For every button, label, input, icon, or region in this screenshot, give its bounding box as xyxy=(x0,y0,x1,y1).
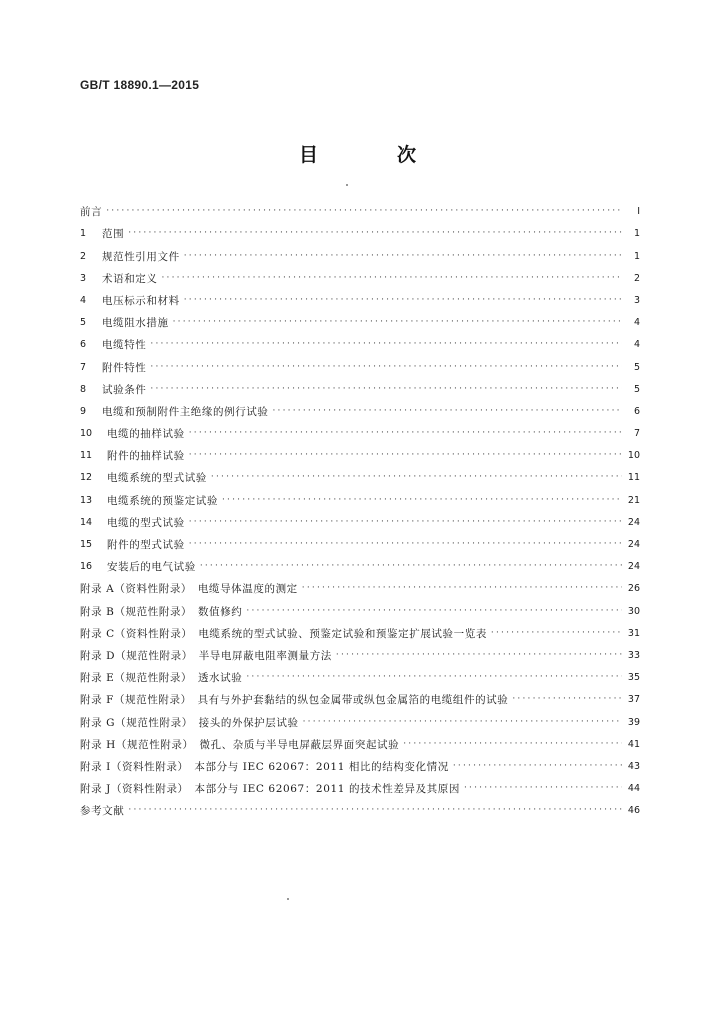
leader-dots xyxy=(189,537,622,551)
toc-entry-bibliography[interactable] xyxy=(80,796,640,818)
toc-entry-title: 附录 H（规范性附录） 微孔、杂质与半导电屏蔽层界面突起试验 xyxy=(80,738,400,751)
toc-entry-page: 3 xyxy=(633,294,640,306)
leader-dots xyxy=(189,426,622,440)
toc-entry-9[interactable] xyxy=(80,397,640,419)
toc-entry-page: 4 xyxy=(633,339,640,351)
toc-entry-number: 9 xyxy=(80,405,87,417)
toc-entry-page: 24 xyxy=(627,539,640,550)
toc-entry-title: 附录 C（资料性附录） 电缆系统的型式试验、预鉴定试验和预鉴定扩展试验一览表 xyxy=(80,627,487,640)
toc-entry-annex-a[interactable] xyxy=(80,574,640,596)
toc-entry-title: 电缆系统的型式试验 xyxy=(107,472,207,485)
toc-entry-2[interactable] xyxy=(80,241,640,263)
toc-entry-number: 11 xyxy=(80,450,93,462)
toc-entry-title: 试验条件 xyxy=(102,383,147,396)
leader-dots xyxy=(246,604,622,618)
toc-entry-4[interactable] xyxy=(80,286,640,308)
toc-entry-title: 术语和定义 xyxy=(102,272,158,285)
toc-entry-annex-j[interactable] xyxy=(80,774,640,796)
toc-entry-1[interactable] xyxy=(80,219,640,241)
toc-entry-page: 31 xyxy=(627,627,640,639)
toc-entry-number: 7 xyxy=(80,361,87,373)
toc-entry-page: 24 xyxy=(627,516,640,528)
leader-dots xyxy=(273,404,623,418)
toc-entry-annex-f[interactable] xyxy=(80,685,640,707)
toc-entry-title: 附录 I（资料性附录） 本部分与 IEC 62067：2011 相比的结构变化情况 xyxy=(80,760,449,773)
toc-entry-12[interactable] xyxy=(80,463,640,485)
toc-entry-title: 电压标示和材料 xyxy=(102,294,180,307)
toc-entry-title: 电缆的型式试验 xyxy=(107,516,185,529)
toc-entry-title: 前言 xyxy=(80,206,103,219)
toc-entry-title: 附录 D（规范性附录） 半导电屏蔽电阻率测量方法 xyxy=(80,649,332,662)
toc-entry-number: 4 xyxy=(80,294,87,306)
toc-entry-title: 附录 E（规范性附录） 透水试验 xyxy=(80,672,243,685)
leader-dots xyxy=(512,692,622,706)
toc-entry-title: 范围 xyxy=(102,228,125,241)
toc-entry-foreword[interactable] xyxy=(80,197,640,219)
toc-entry-page: 46 xyxy=(627,805,640,817)
toc-entry-page: 37 xyxy=(627,694,640,706)
toc-entry-page: 5 xyxy=(633,383,640,395)
toc-entry-6[interactable] xyxy=(80,330,640,352)
toc-entry-title: 附录 G（规范性附录） 接头的外保护层试验 xyxy=(80,716,299,729)
table-of-contents xyxy=(80,197,640,818)
toc-entry-14[interactable] xyxy=(80,508,640,530)
toc-entry-page: 5 xyxy=(633,361,640,373)
toc-entry-page: 11 xyxy=(627,472,640,484)
leader-dots xyxy=(222,493,622,507)
toc-entry-page: 33 xyxy=(627,649,640,661)
toc-entry-annex-b[interactable] xyxy=(80,596,640,618)
toc-entry-number: 14 xyxy=(80,516,93,528)
toc-entry-title: 电缆阻水措施 xyxy=(102,317,169,330)
toc-entry-page: 7 xyxy=(633,428,640,440)
toc-entry-number: 2 xyxy=(80,250,87,262)
toc-entry-page: 4 xyxy=(633,317,640,329)
leader-dots xyxy=(106,204,622,218)
toc-entry-title: 安装后的电气试验 xyxy=(107,561,196,574)
toc-entry-13[interactable] xyxy=(80,485,640,507)
leader-dots xyxy=(246,670,622,684)
leader-dots xyxy=(453,759,622,773)
toc-entry-3[interactable] xyxy=(80,264,640,286)
toc-entry-title: 电缆的抽样试验 xyxy=(107,428,185,441)
toc-entry-title: 参考文献 xyxy=(80,805,125,818)
toc-entry-page: 1 xyxy=(633,250,640,262)
toc-entry-page: 10 xyxy=(627,450,640,462)
toc-entry-page: 1 xyxy=(633,228,640,240)
toc-entry-title: 附件的型式试验 xyxy=(107,539,185,551)
toc-entry-annex-i[interactable] xyxy=(80,752,640,774)
leader-dots xyxy=(150,382,622,396)
toc-entry-title: 附件的抽样试验 xyxy=(107,450,185,463)
leader-dots xyxy=(184,293,622,307)
toc-entry-page: 26 xyxy=(627,583,640,595)
leader-dots xyxy=(189,515,622,529)
toc-entry-annex-d[interactable] xyxy=(80,641,640,663)
toc-entry-title: 附录 F（规范性附录） 具有与外护套黏结的纵包金属带或纵包金属箔的电缆组件的试验 xyxy=(80,694,509,707)
toc-entry-annex-e[interactable] xyxy=(80,663,640,685)
toc-entry-page: 24 xyxy=(627,561,640,573)
leader-dots xyxy=(173,315,622,329)
leader-dots xyxy=(491,626,622,640)
leader-dots xyxy=(128,226,622,240)
toc-entry-number: 16 xyxy=(80,561,93,573)
toc-entry-page: 6 xyxy=(633,405,640,417)
toc-entry-title: 附录 A（资料性附录） 电缆导体温度的测定 xyxy=(80,583,298,596)
scan-speck xyxy=(346,184,348,186)
toc-entry-number: 8 xyxy=(80,383,87,395)
toc-entry-number: 3 xyxy=(80,272,87,284)
toc-entry-title: 附录 J（资料性附录） 本部分与 IEC 62067：2011 的技术性差异及其原因 xyxy=(80,783,460,796)
toc-entry-number: 12 xyxy=(80,472,93,484)
toc-entry-11[interactable] xyxy=(80,441,640,463)
toc-entry-number: 15 xyxy=(80,539,93,550)
toc-entry-annex-c[interactable] xyxy=(80,619,640,641)
toc-entry-title: 电缆系统的预鉴定试验 xyxy=(107,494,218,507)
leader-dots xyxy=(464,781,622,795)
toc-entry-page: Ⅰ xyxy=(637,206,640,218)
toc-entry-number: 1 xyxy=(80,228,87,240)
leader-dots xyxy=(128,803,622,817)
leader-dots xyxy=(211,470,622,484)
toc-entry-8[interactable] xyxy=(80,375,640,397)
leader-dots xyxy=(200,559,622,573)
toc-entry-page: 39 xyxy=(627,716,640,728)
toc-entry-number: 5 xyxy=(80,317,87,329)
toc-entry-page: 35 xyxy=(627,672,640,684)
leader-dots xyxy=(403,737,622,751)
toc-entry-15[interactable] xyxy=(80,530,640,552)
page-title: 目 次 xyxy=(298,144,446,166)
leader-dots xyxy=(302,581,622,595)
toc-entry-page: 44 xyxy=(627,783,640,795)
toc-entry-page: 43 xyxy=(627,760,640,772)
toc-entry-page: 21 xyxy=(627,494,640,506)
toc-entry-annex-h[interactable] xyxy=(80,730,640,752)
toc-entry-number: 13 xyxy=(80,494,93,506)
toc-entry-title: 附件特性 xyxy=(102,361,147,374)
toc-entry-page: 41 xyxy=(627,738,640,750)
toc-entry-title: 电缆和预制附件主绝缘的例行试验 xyxy=(102,405,269,418)
toc-entry-annex-g[interactable] xyxy=(80,707,640,729)
standard-number: GB/T 18890.1—2015 xyxy=(80,78,200,92)
toc-entry-title: 附录 B（规范性附录） 数值修约 xyxy=(80,605,243,618)
toc-entry-5[interactable] xyxy=(80,308,640,330)
leader-dots xyxy=(150,360,622,374)
toc-entry-number: 6 xyxy=(80,339,87,351)
leader-dots xyxy=(336,648,622,662)
toc-entry-7[interactable] xyxy=(80,352,640,374)
scan-speck xyxy=(287,898,289,900)
toc-entry-title: 规范性引用文件 xyxy=(102,250,180,263)
toc-entry-title: 电缆特性 xyxy=(102,339,147,352)
toc-entry-10[interactable] xyxy=(80,419,640,441)
toc-entry-page: 30 xyxy=(627,605,640,617)
toc-entry-16[interactable] xyxy=(80,552,640,574)
leader-dots xyxy=(303,715,622,729)
toc-entry-number: 10 xyxy=(80,428,93,440)
leader-dots xyxy=(184,249,622,263)
toc-entry-page: 2 xyxy=(633,272,640,284)
leader-dots xyxy=(162,271,623,285)
leader-dots xyxy=(189,448,622,462)
leader-dots xyxy=(150,337,622,351)
